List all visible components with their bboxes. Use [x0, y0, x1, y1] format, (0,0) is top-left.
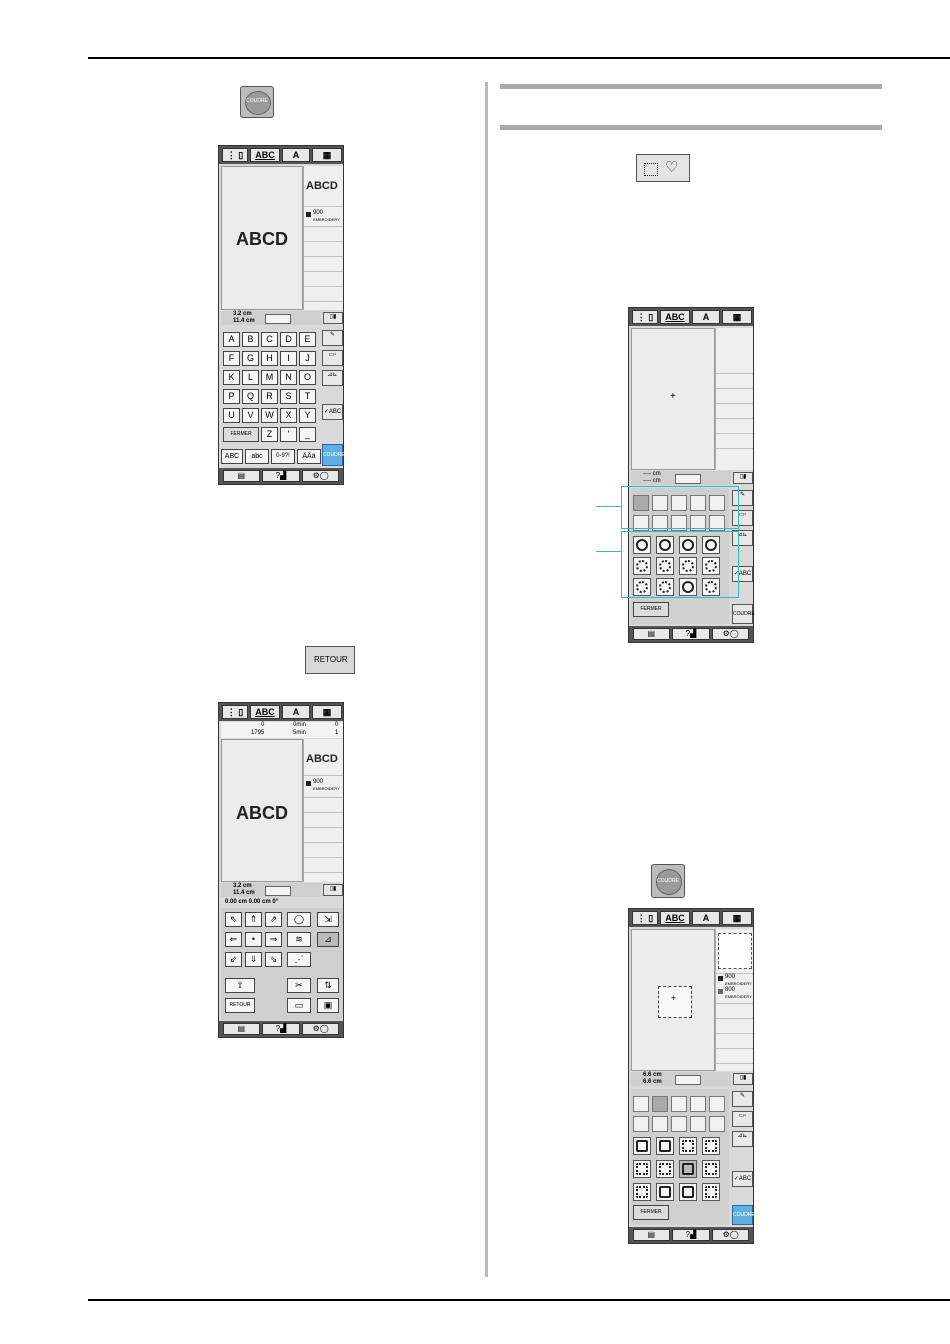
- screen2-size-bar: [221, 883, 321, 897]
- screen2-edit-panel: [221, 908, 343, 1020]
- screen4-tabbar: [629, 909, 753, 927]
- s4-frame-style-7[interactable]: [679, 1160, 697, 1178]
- screen2-thumbnail-column: [303, 739, 343, 882]
- callout-line-1: [596, 506, 621, 507]
- top-rule: [88, 57, 950, 59]
- screen1-tab-embroidery[interactable]: ▦: [312, 148, 342, 162]
- retour-button[interactable]: RETOUR: [225, 998, 255, 1013]
- arrow-right-button[interactable]: ⇒: [265, 932, 282, 947]
- screen4-mirror-button[interactable]: ⊿⊾: [732, 1131, 753, 1147]
- key-e[interactable]: E: [299, 332, 316, 347]
- s4-shape-crest[interactable]: [690, 1116, 706, 1132]
- density-button[interactable]: ≋: [287, 932, 311, 947]
- coudre-button-icon[interactable]: [240, 86, 274, 118]
- screen3-edit-button[interactable]: ✎: [732, 490, 753, 506]
- screen4-page-button[interactable]: [633, 1229, 670, 1241]
- key-m[interactable]: M: [261, 370, 278, 385]
- cut-button[interactable]: ✂: [287, 978, 311, 993]
- settings-icon: ⚙◯: [722, 1230, 739, 1239]
- s4-shape-tall-rect[interactable]: [709, 1116, 725, 1132]
- key-u[interactable]: U: [223, 408, 240, 423]
- screen2-stat-0: 0: [261, 722, 265, 728]
- screen3-check-abc-button[interactable]: ✓ABC: [732, 566, 753, 582]
- screen1-check-abc-button[interactable]: ✓ABC: [322, 404, 343, 420]
- arrow-down-left-button[interactable]: ⇙: [225, 952, 242, 967]
- layout-button[interactable]: ▭: [287, 998, 311, 1013]
- bottom-rule: [88, 1299, 950, 1301]
- arrow-down-right-button[interactable]: ⇘: [265, 952, 282, 967]
- screen4-thread2-swatch: [718, 989, 723, 994]
- key-h[interactable]: H: [261, 351, 278, 366]
- screen4-size-h: 6.6 cm: [643, 1079, 662, 1085]
- arrow-up-button[interactable]: ⇑: [245, 912, 262, 927]
- screen2-tab-stitch[interactable]: ⋮ ▯: [222, 705, 248, 719]
- key-o[interactable]: O: [299, 370, 316, 385]
- screen3-coudre-button[interactable]: COUDRE: [732, 604, 753, 624]
- screen4-bottombar: [629, 1227, 753, 1243]
- screen4-coudre-button[interactable]: COUDRE: [732, 1205, 753, 1225]
- key-z[interactable]: Z: [261, 427, 278, 442]
- key-v[interactable]: V: [242, 408, 259, 423]
- key-f[interactable]: F: [223, 351, 240, 366]
- s4-frame-style-6[interactable]: [656, 1160, 674, 1178]
- center-button[interactable]: •: [245, 932, 262, 947]
- screen2-thread-name: EMBROIDERY: [313, 786, 340, 791]
- screen3-bottombar: [629, 626, 753, 642]
- screen1-thread-name: EMBROIDERY: [313, 217, 340, 222]
- key-l[interactable]: L: [242, 370, 259, 385]
- screen2-size-icon: [265, 886, 291, 896]
- screen1-thread-num: 900: [313, 210, 324, 216]
- screen3-fermer-button[interactable]: FERMER: [633, 602, 669, 617]
- screen4-thread1-swatch: [718, 976, 723, 981]
- screen1-thread-swatch: [306, 212, 311, 217]
- rotate-button[interactable]: ◯: [287, 912, 311, 927]
- screen4-memory-button[interactable]: ▯▮: [733, 1073, 753, 1085]
- screen1-page-button[interactable]: [223, 470, 260, 482]
- screen4-size-icon: [675, 1075, 701, 1085]
- key-i[interactable]: I: [280, 351, 297, 366]
- screen2-offsets: 0.00 cm 0.00 cm 0°: [225, 899, 279, 905]
- screen2-tabbar: [219, 703, 343, 721]
- screen2-page-button[interactable]: [223, 1023, 260, 1035]
- mode-lowercase[interactable]: abc: [245, 449, 269, 464]
- screen2-bottombar: [219, 1021, 343, 1037]
- key-underscore[interactable]: _: [299, 427, 316, 442]
- page-icon: ▤: [237, 1024, 246, 1033]
- column-divider: [485, 82, 488, 1277]
- screen1-tab-stitch[interactable]: ⋮ ▯: [222, 148, 248, 162]
- coudre-button-icon-2[interactable]: [651, 864, 685, 898]
- s4-frame-style-10[interactable]: [656, 1183, 674, 1201]
- key-y[interactable]: Y: [299, 408, 316, 423]
- screen4-edit-button[interactable]: ✎: [732, 1091, 753, 1107]
- s4-frame-style-4[interactable]: [702, 1137, 720, 1155]
- screen3-size-w: ---- cm: [643, 471, 661, 477]
- arrow-up-left-button[interactable]: ⇖: [225, 912, 242, 927]
- key-d[interactable]: D: [280, 332, 297, 347]
- machine-icon: ?▟: [275, 471, 287, 480]
- screen2-stat-3: 5min: [293, 730, 307, 736]
- key-k[interactable]: K: [223, 370, 240, 385]
- key-r[interactable]: R: [261, 389, 278, 404]
- s4-frame-style-2[interactable]: [656, 1137, 674, 1155]
- screen4-tab-embroidery[interactable]: ▦: [722, 911, 752, 925]
- screen4-fermer-button[interactable]: FERMER: [633, 1205, 669, 1220]
- screen1-edit-button[interactable]: ✎: [322, 330, 343, 346]
- screen2-help-button[interactable]: [262, 1023, 299, 1035]
- section-bar-bottom: [500, 125, 882, 130]
- screen2-tab-a[interactable]: A: [282, 705, 310, 719]
- s4-shape-diamond[interactable]: [671, 1096, 687, 1112]
- screen1-thumb-text: ABCD: [306, 180, 338, 192]
- needle-button[interactable]: ⇧: [225, 978, 255, 993]
- screen4-thread2-num: 800: [725, 987, 736, 993]
- screen2-preview-text: ABCD: [236, 803, 288, 823]
- screen2-stats-bar: [221, 722, 343, 738]
- screen3-tabbar: [629, 308, 753, 326]
- screen1-size-icon: [265, 314, 291, 324]
- screen4-size-w: 6.6 cm: [643, 1072, 662, 1078]
- screen4-check-abc-button[interactable]: ✓ABC: [732, 1171, 753, 1187]
- screen3-size-bar: [631, 471, 731, 485]
- screen4-help-button[interactable]: [672, 1229, 709, 1241]
- screen3-help-button[interactable]: [672, 628, 709, 640]
- thread-button[interactable]: ⇅: [317, 978, 339, 993]
- screen1-size-w: 3.2 cm: [233, 311, 252, 317]
- key-w[interactable]: W: [261, 408, 278, 423]
- screen4-frame-preview: +: [658, 986, 692, 1018]
- key-b[interactable]: B: [242, 332, 259, 347]
- arrow-left-button[interactable]: ⇐: [225, 932, 242, 947]
- screen1-tab-a[interactable]: A: [282, 148, 310, 162]
- s4-shape-circle[interactable]: [671, 1116, 687, 1132]
- key-t[interactable]: T: [299, 389, 316, 404]
- frame-shape-button-icon[interactable]: [636, 154, 690, 182]
- callout-line-2: [596, 551, 621, 552]
- screen2-stat-4: 0: [335, 722, 339, 728]
- arrow-down-button[interactable]: ⇓: [245, 952, 262, 967]
- screen3-memory-button[interactable]: ▯▮: [733, 472, 753, 484]
- resize-button[interactable]: ⇲: [317, 912, 339, 927]
- mirror-button[interactable]: ⊿: [317, 932, 339, 947]
- screen4-preview-area: [631, 929, 715, 1071]
- square-icon: [644, 163, 658, 176]
- mode-numbers[interactable]: 0-9?!: [271, 449, 295, 464]
- screen1-preview-area: [221, 166, 303, 310]
- s4-shape-square[interactable]: [652, 1096, 668, 1112]
- s4-frame-style-5[interactable]: [633, 1160, 651, 1178]
- key-s[interactable]: S: [280, 389, 297, 404]
- s4-shape-heart[interactable]: [652, 1116, 668, 1132]
- s4-frame-style-1[interactable]: [633, 1137, 651, 1155]
- retour-button-label: RETOUR: [314, 655, 348, 664]
- screen2-settings-button[interactable]: [302, 1023, 339, 1035]
- fermer-button[interactable]: FERMER: [223, 427, 259, 442]
- s4-shape-shield[interactable]: [633, 1116, 649, 1132]
- s4-shape-circle-small[interactable]: [633, 1096, 649, 1112]
- screen4-thumbnail-column: [715, 929, 753, 1071]
- screen1-coudre-button[interactable]: COUDRE: [322, 444, 343, 466]
- screen4-layout-button[interactable]: ▭▫: [732, 1111, 753, 1127]
- key-c[interactable]: C: [261, 332, 278, 347]
- screen3-settings-button[interactable]: [712, 628, 749, 640]
- screen2-memory-button[interactable]: ▯▮: [323, 884, 343, 896]
- screen1-tab-abc[interactable]: ABC: [250, 148, 280, 162]
- machine-icon: ?▟: [275, 1024, 287, 1033]
- s4-shape-oval[interactable]: [690, 1096, 706, 1112]
- screen1-preview-text: ABCD: [236, 229, 288, 249]
- settings-icon: ⚙◯: [722, 629, 739, 638]
- key-apostrophe[interactable]: ': [280, 427, 297, 442]
- trial-button[interactable]: ▣: [317, 998, 339, 1013]
- settings-icon: ⚙◯: [312, 1024, 329, 1033]
- screen2-tab-abc[interactable]: ABC: [250, 705, 280, 719]
- screen-frame-selected: [628, 908, 754, 1244]
- screen3-tab-stitch[interactable]: ⋮ ▯: [632, 310, 658, 324]
- screen2-thumb-text: ABCD: [306, 753, 338, 765]
- screen2-tab-embroidery[interactable]: ▦: [312, 705, 342, 719]
- coudre-button-label-2: COUDRE: [657, 878, 679, 884]
- screen1-settings-button[interactable]: [302, 470, 339, 482]
- screen1-tabbar: [219, 146, 343, 164]
- screen1-size-h: 11.4 cm: [233, 318, 255, 324]
- spacing-button[interactable]: ⋰: [287, 952, 311, 967]
- screen1-keyboard: [221, 329, 319, 447]
- s4-frame-style-8[interactable]: [702, 1160, 720, 1178]
- key-j[interactable]: J: [299, 351, 316, 366]
- screen2-thread-swatch: [306, 781, 311, 786]
- page-icon: ▤: [647, 1230, 656, 1239]
- screen3-size-h: ---- cm: [643, 478, 661, 484]
- screen2-size-h: 11.4 cm: [233, 890, 255, 896]
- s4-frame-style-3[interactable]: [679, 1137, 697, 1155]
- s4-frame-style-9[interactable]: [633, 1183, 651, 1201]
- screen1-bottombar: [219, 468, 343, 484]
- screen4-tab-abc[interactable]: ABC: [660, 911, 690, 925]
- screen4-tab-stitch[interactable]: ⋮ ▯: [632, 911, 658, 925]
- screen3-tab-abc[interactable]: ABC: [660, 310, 690, 324]
- page-icon: ▤: [237, 471, 246, 480]
- screen3-center-cross: +: [670, 391, 676, 402]
- shape-group-highlight: [621, 486, 739, 529]
- heart-icon: ♡: [665, 159, 679, 176]
- screen2-stat-5: 1: [335, 730, 339, 736]
- screen3-tab-embroidery[interactable]: ▦: [722, 310, 752, 324]
- screen4-thumb-frame: [718, 933, 752, 969]
- screen4-thread1-name: EMBROIDERY: [725, 981, 752, 986]
- key-q[interactable]: Q: [242, 389, 259, 404]
- screen4-settings-button[interactable]: [712, 1229, 749, 1241]
- frame-style-group-highlight: [621, 531, 739, 598]
- screen3-page-button[interactable]: [633, 628, 670, 640]
- screen1-mirror-button[interactable]: ⊿⊾: [322, 370, 343, 386]
- page-icon: ▤: [647, 629, 656, 638]
- section-bar-top: [500, 84, 882, 89]
- s4-shape-rectangle[interactable]: [709, 1096, 725, 1112]
- retour-button-icon[interactable]: [305, 646, 355, 674]
- machine-icon: ?▟: [685, 1230, 697, 1239]
- screen2-size-w: 3.2 cm: [233, 883, 252, 889]
- mode-accents[interactable]: ÄÅä: [297, 449, 321, 464]
- screen1-size-bar: [221, 311, 321, 325]
- coudre-button-label: COUDRE: [246, 98, 268, 104]
- screen3-layout-button[interactable]: ▭▫: [732, 510, 753, 526]
- mode-uppercase[interactable]: ABC: [221, 449, 243, 464]
- machine-icon: ?▟: [685, 629, 697, 638]
- screen4-thread2-name: EMBROIDERY: [725, 994, 752, 999]
- key-p[interactable]: P: [223, 389, 240, 404]
- arrow-up-right-button[interactable]: ⇗: [265, 912, 282, 927]
- key-g[interactable]: G: [242, 351, 259, 366]
- screen1-layout-button[interactable]: ▭▫: [322, 350, 343, 366]
- screen2-thread-num: 900: [313, 779, 324, 785]
- screen3-thumbnail-column: [715, 328, 753, 470]
- s4-frame-style-12[interactable]: [702, 1183, 720, 1201]
- screen4-size-bar: [631, 1072, 731, 1086]
- key-x[interactable]: X: [280, 408, 297, 423]
- screen1-help-button[interactable]: [262, 470, 299, 482]
- screen3-preview-area: [631, 328, 715, 470]
- s4-frame-style-11[interactable]: [679, 1183, 697, 1201]
- screen4-thread1-num: 900: [725, 974, 736, 980]
- settings-icon: ⚙◯: [312, 471, 329, 480]
- key-a[interactable]: A: [223, 332, 240, 347]
- screen-embroidery-edit: [218, 702, 344, 1038]
- screen1-thumbnail-column: [303, 166, 343, 310]
- screen1-memory-button[interactable]: ▯▮: [323, 312, 343, 324]
- screen1-mode-bar: [221, 449, 321, 464]
- screen2-preview-area: [221, 739, 303, 882]
- screen-character-entry: [218, 145, 344, 485]
- screen2-stat-2: 0min: [293, 722, 307, 728]
- screen3-tab-a[interactable]: A: [692, 310, 720, 324]
- key-n[interactable]: N: [280, 370, 297, 385]
- screen3-size-icon: [675, 474, 701, 484]
- screen3-mirror-button[interactable]: ⊿⊾: [732, 530, 753, 546]
- screen4-tab-a[interactable]: A: [692, 911, 720, 925]
- screen2-stat-1: 1795: [251, 730, 265, 736]
